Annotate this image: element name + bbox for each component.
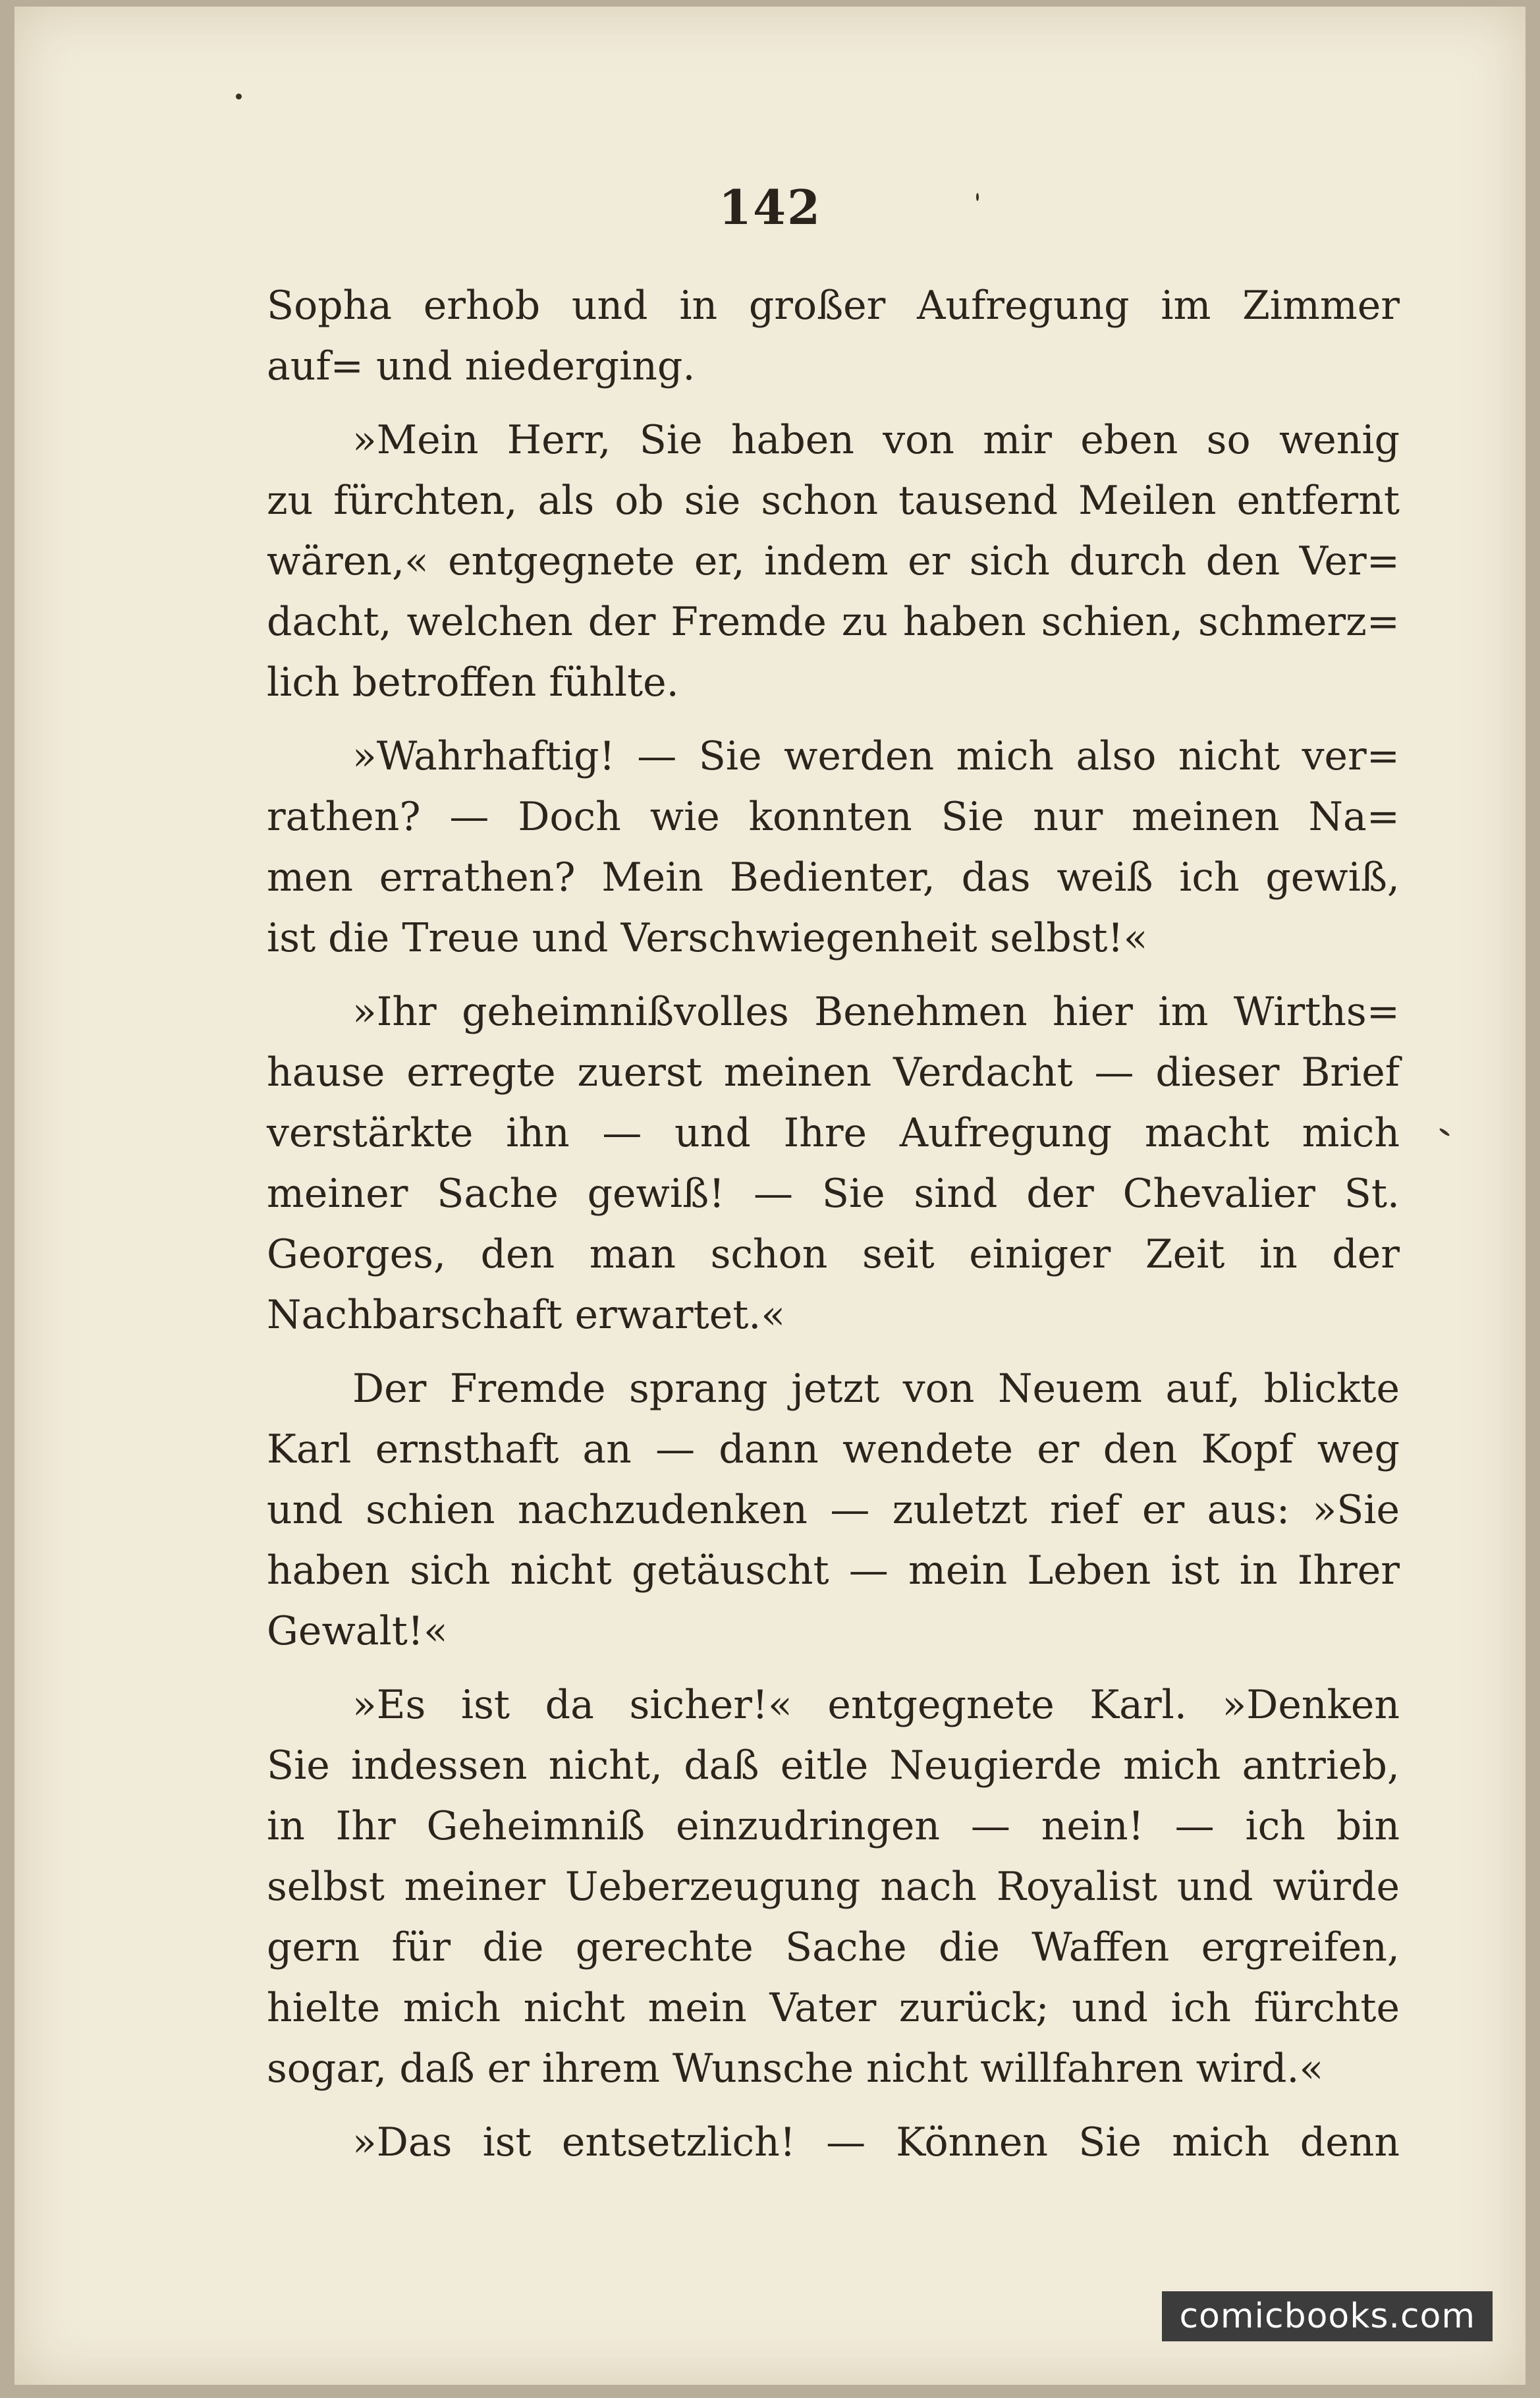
text-line: verstärkte ihn — und Ihre Aufregung macht mich	[267, 1110, 1400, 1156]
text-line: und schien nachzudenken — zuletzt rief er aus: »Sie	[267, 1487, 1400, 1533]
text-line: »Mein Herr, Sie haben von mir eben so wenig	[352, 417, 1400, 463]
text-line: hause erregte zuerst meinen Verdacht — dieser Brief	[267, 1049, 1400, 1096]
paragraph	[267, 1358, 1400, 1661]
paragraph	[267, 982, 1400, 1345]
paragraph	[267, 726, 1400, 968]
text-line: Georges, den man schon seit einiger Zeit in der	[267, 1231, 1400, 1277]
text-line: zu fürchten, als ob sie schon tausend Meilen entfernt	[267, 478, 1400, 524]
book-page	[14, 7, 1526, 2385]
page-number: 142	[718, 179, 822, 235]
text-line: auf= und niederging.	[267, 343, 696, 389]
text-line: »Wahrhaftig! — Sie werden mich also nicht ver=	[352, 733, 1400, 779]
text-line: wären,« entgegnete er, indem er sich durch den Ver=	[267, 538, 1400, 584]
watermark: comicbooks.com	[1162, 2291, 1493, 2341]
paragraph	[267, 1675, 1400, 2099]
text-line: ist die Treue und Verschwiegenheit selbst!«	[267, 915, 1148, 961]
ink-speck	[236, 94, 242, 99]
ink-speck	[1439, 1127, 1450, 1136]
text-line: selbst meiner Ueberzeugung nach Royalist und würde	[267, 1864, 1400, 1910]
text-line: »Ihr geheimnißvolles Benehmen hier im Wirths=	[352, 989, 1400, 1035]
paragraph	[267, 410, 1400, 713]
text-line: Karl ernsthaft an — dann wendete er den Kopf weg	[267, 1426, 1400, 1472]
text-line: hielte mich nicht mein Vater zurück; und ich fürchte	[267, 1985, 1400, 2031]
text-line: haben sich nicht getäuscht — mein Leben ist in Ihrer	[267, 1548, 1400, 1594]
text-line: men errathen? Mein Bedienter, das weiß ich gewiß,	[267, 854, 1400, 901]
text-line: Sie indessen nicht, daß eitle Neugierde mich antrieb,	[267, 1743, 1400, 1789]
body-text	[267, 275, 1400, 2186]
text-line: Nachbarschaft erwartet.«	[267, 1292, 786, 1338]
paragraph	[267, 275, 1400, 397]
text-line: dacht, welchen der Fremde zu haben schien, schmerz=	[267, 599, 1400, 645]
text-line: rathen? — Doch wie konnten Sie nur meinen Na=	[267, 794, 1400, 840]
text-line: lich betroffen fühlte.	[267, 659, 679, 706]
text-line: »Es ist da sicher!« entgegnete Karl. »Denken	[352, 1682, 1400, 1728]
text-line: Der Fremde sprang jetzt von Neuem auf, blickte	[352, 1366, 1400, 1412]
text-line: gern für die gerechte Sache die Waffen ergreifen,	[267, 1924, 1400, 1970]
text-line: in Ihr Geheimniß einzudringen — nein! — ich bin	[267, 1803, 1400, 1849]
text-line: sogar, daß er ihrem Wunsche nicht willfahren wird.«	[267, 2046, 1324, 2092]
text-line: Gewalt!«	[267, 1608, 448, 1654]
text-line: meiner Sache gewiß! — Sie sind der Chevalier St.	[267, 1171, 1400, 1217]
text-line: Sopha erhob und in großer Aufregung im Zimmer	[267, 283, 1400, 329]
text-line: »Das ist entsetzlich! — Können Sie mich denn	[352, 2119, 1400, 2165]
paragraph	[267, 2112, 1400, 2173]
